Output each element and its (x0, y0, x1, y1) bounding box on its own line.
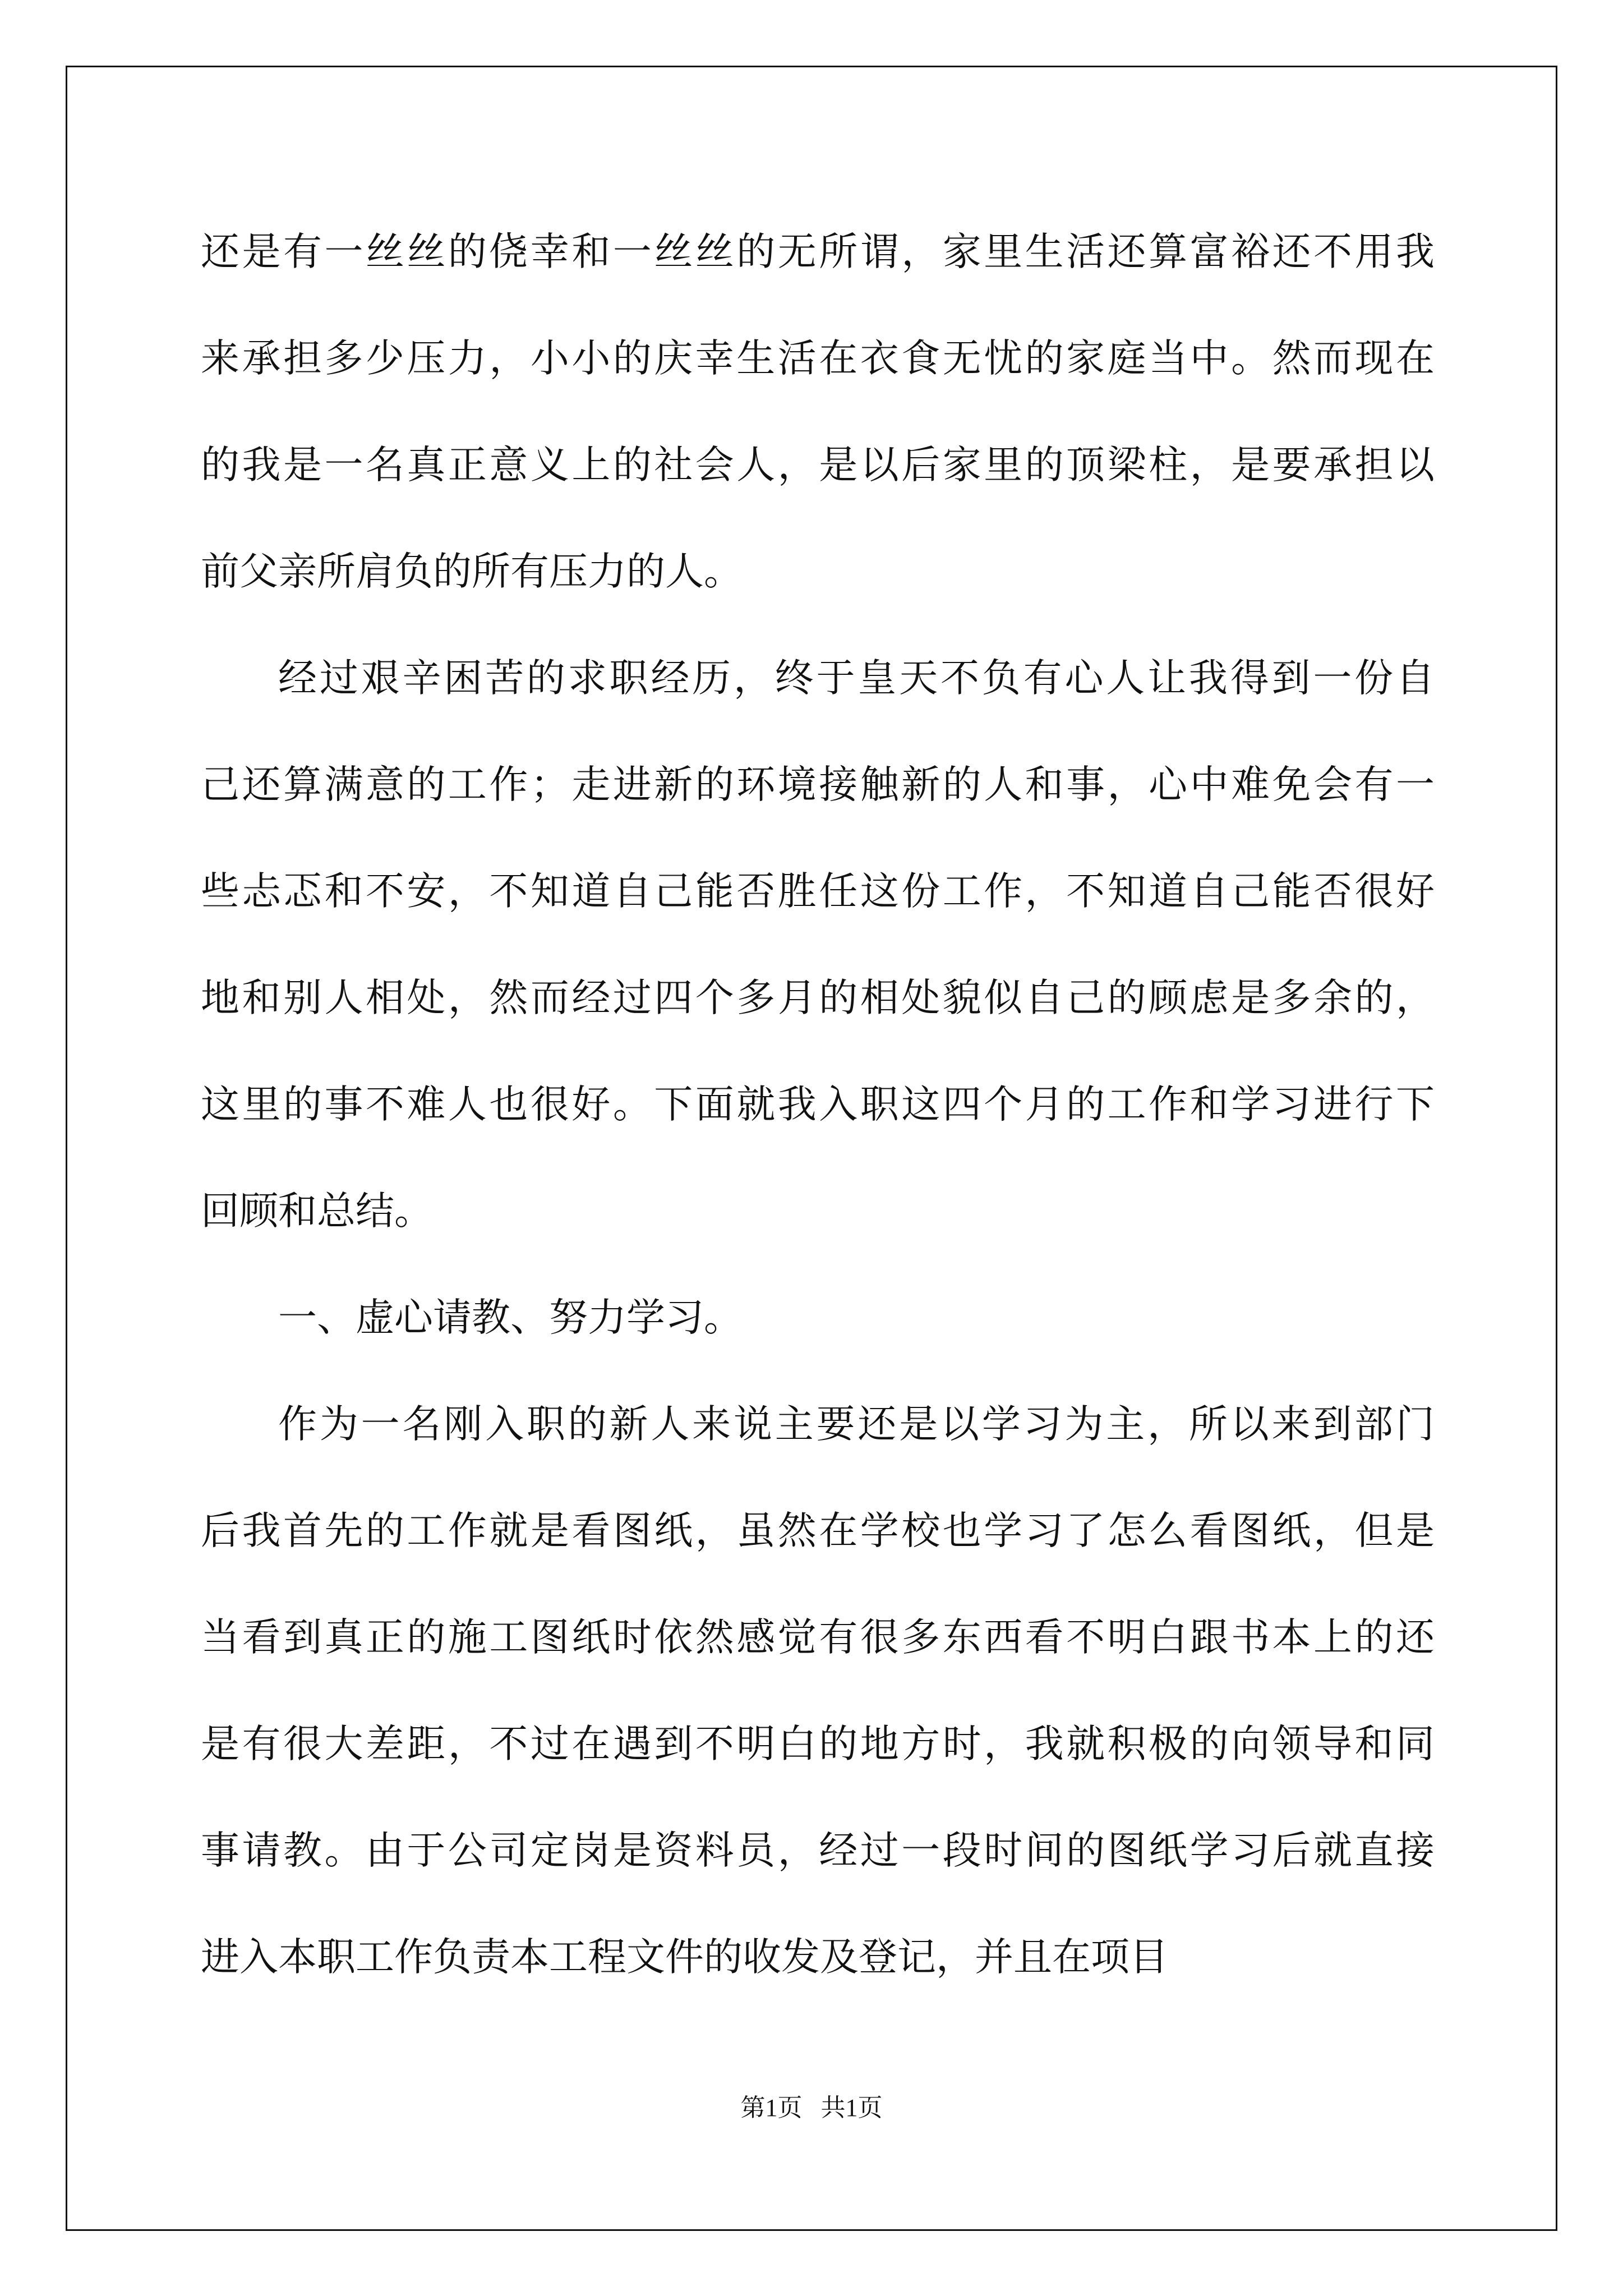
text-line: 己还算满意的工作；走进新的环境接触新的人和事，心中难免会有一 (201, 762, 1435, 807)
text-line: 来承担多少压力，小小的庆幸生活在衣食无忧的家庭当中。然而现在 (201, 336, 1435, 381)
text-line: 这里的事不难人也很好。下面就我入职这四个月的工作和学习进行下 (201, 1082, 1435, 1127)
text-line: 当看到真正的施工图纸时依然感觉有很多东西看不明白跟书本上的还 (201, 1615, 1435, 1660)
text-line: 进入本职工作负责本工程文件的收发及登记，并且在项目 (201, 1935, 1168, 1980)
text-line: 的我是一名真正意义上的社会人，是以后家里的顶梁柱，是要承担以 (201, 443, 1435, 487)
text-line: 些忐忑和不安，不知道自己能否胜任这份工作，不知道自己能否很好 (201, 869, 1435, 914)
text-line: 事请教。由于公司定岗是资料员，经过一段时间的图纸学习后就直接 (201, 1828, 1435, 1873)
text-line: 地和别人相处，然而经过四个多月的相处貌似自己的顾虑是多余的， (201, 976, 1435, 1020)
section-heading: 一、虚心请教、努力学习。 (278, 1295, 743, 1340)
text-line: 前父亲所肩负的所有压力的人。 (201, 549, 743, 594)
page-number-footer: 第1页 共1页 (740, 2094, 883, 2122)
page-border (66, 66, 1557, 2231)
text-line: 还是有一丝丝的侥幸和一丝丝的无所谓，家里生活还算富裕还不用我 (201, 229, 1435, 274)
text-line: 回顾和总结。 (201, 1189, 433, 1234)
text-line: 是有很大差距，不过在遇到不明白的地方时，我就积极的向领导和同 (201, 1722, 1435, 1766)
text-line: 后我首先的工作就是看图纸，虽然在学校也学习了怎么看图纸，但是 (201, 1508, 1435, 1553)
text-line: 经过艰辛困苦的求职经历，终于皇天不负有心人让我得到一份自 (278, 656, 1435, 701)
text-line: 作为一名刚入职的新人来说主要还是以学习为主，所以来到部门 (278, 1402, 1435, 1447)
